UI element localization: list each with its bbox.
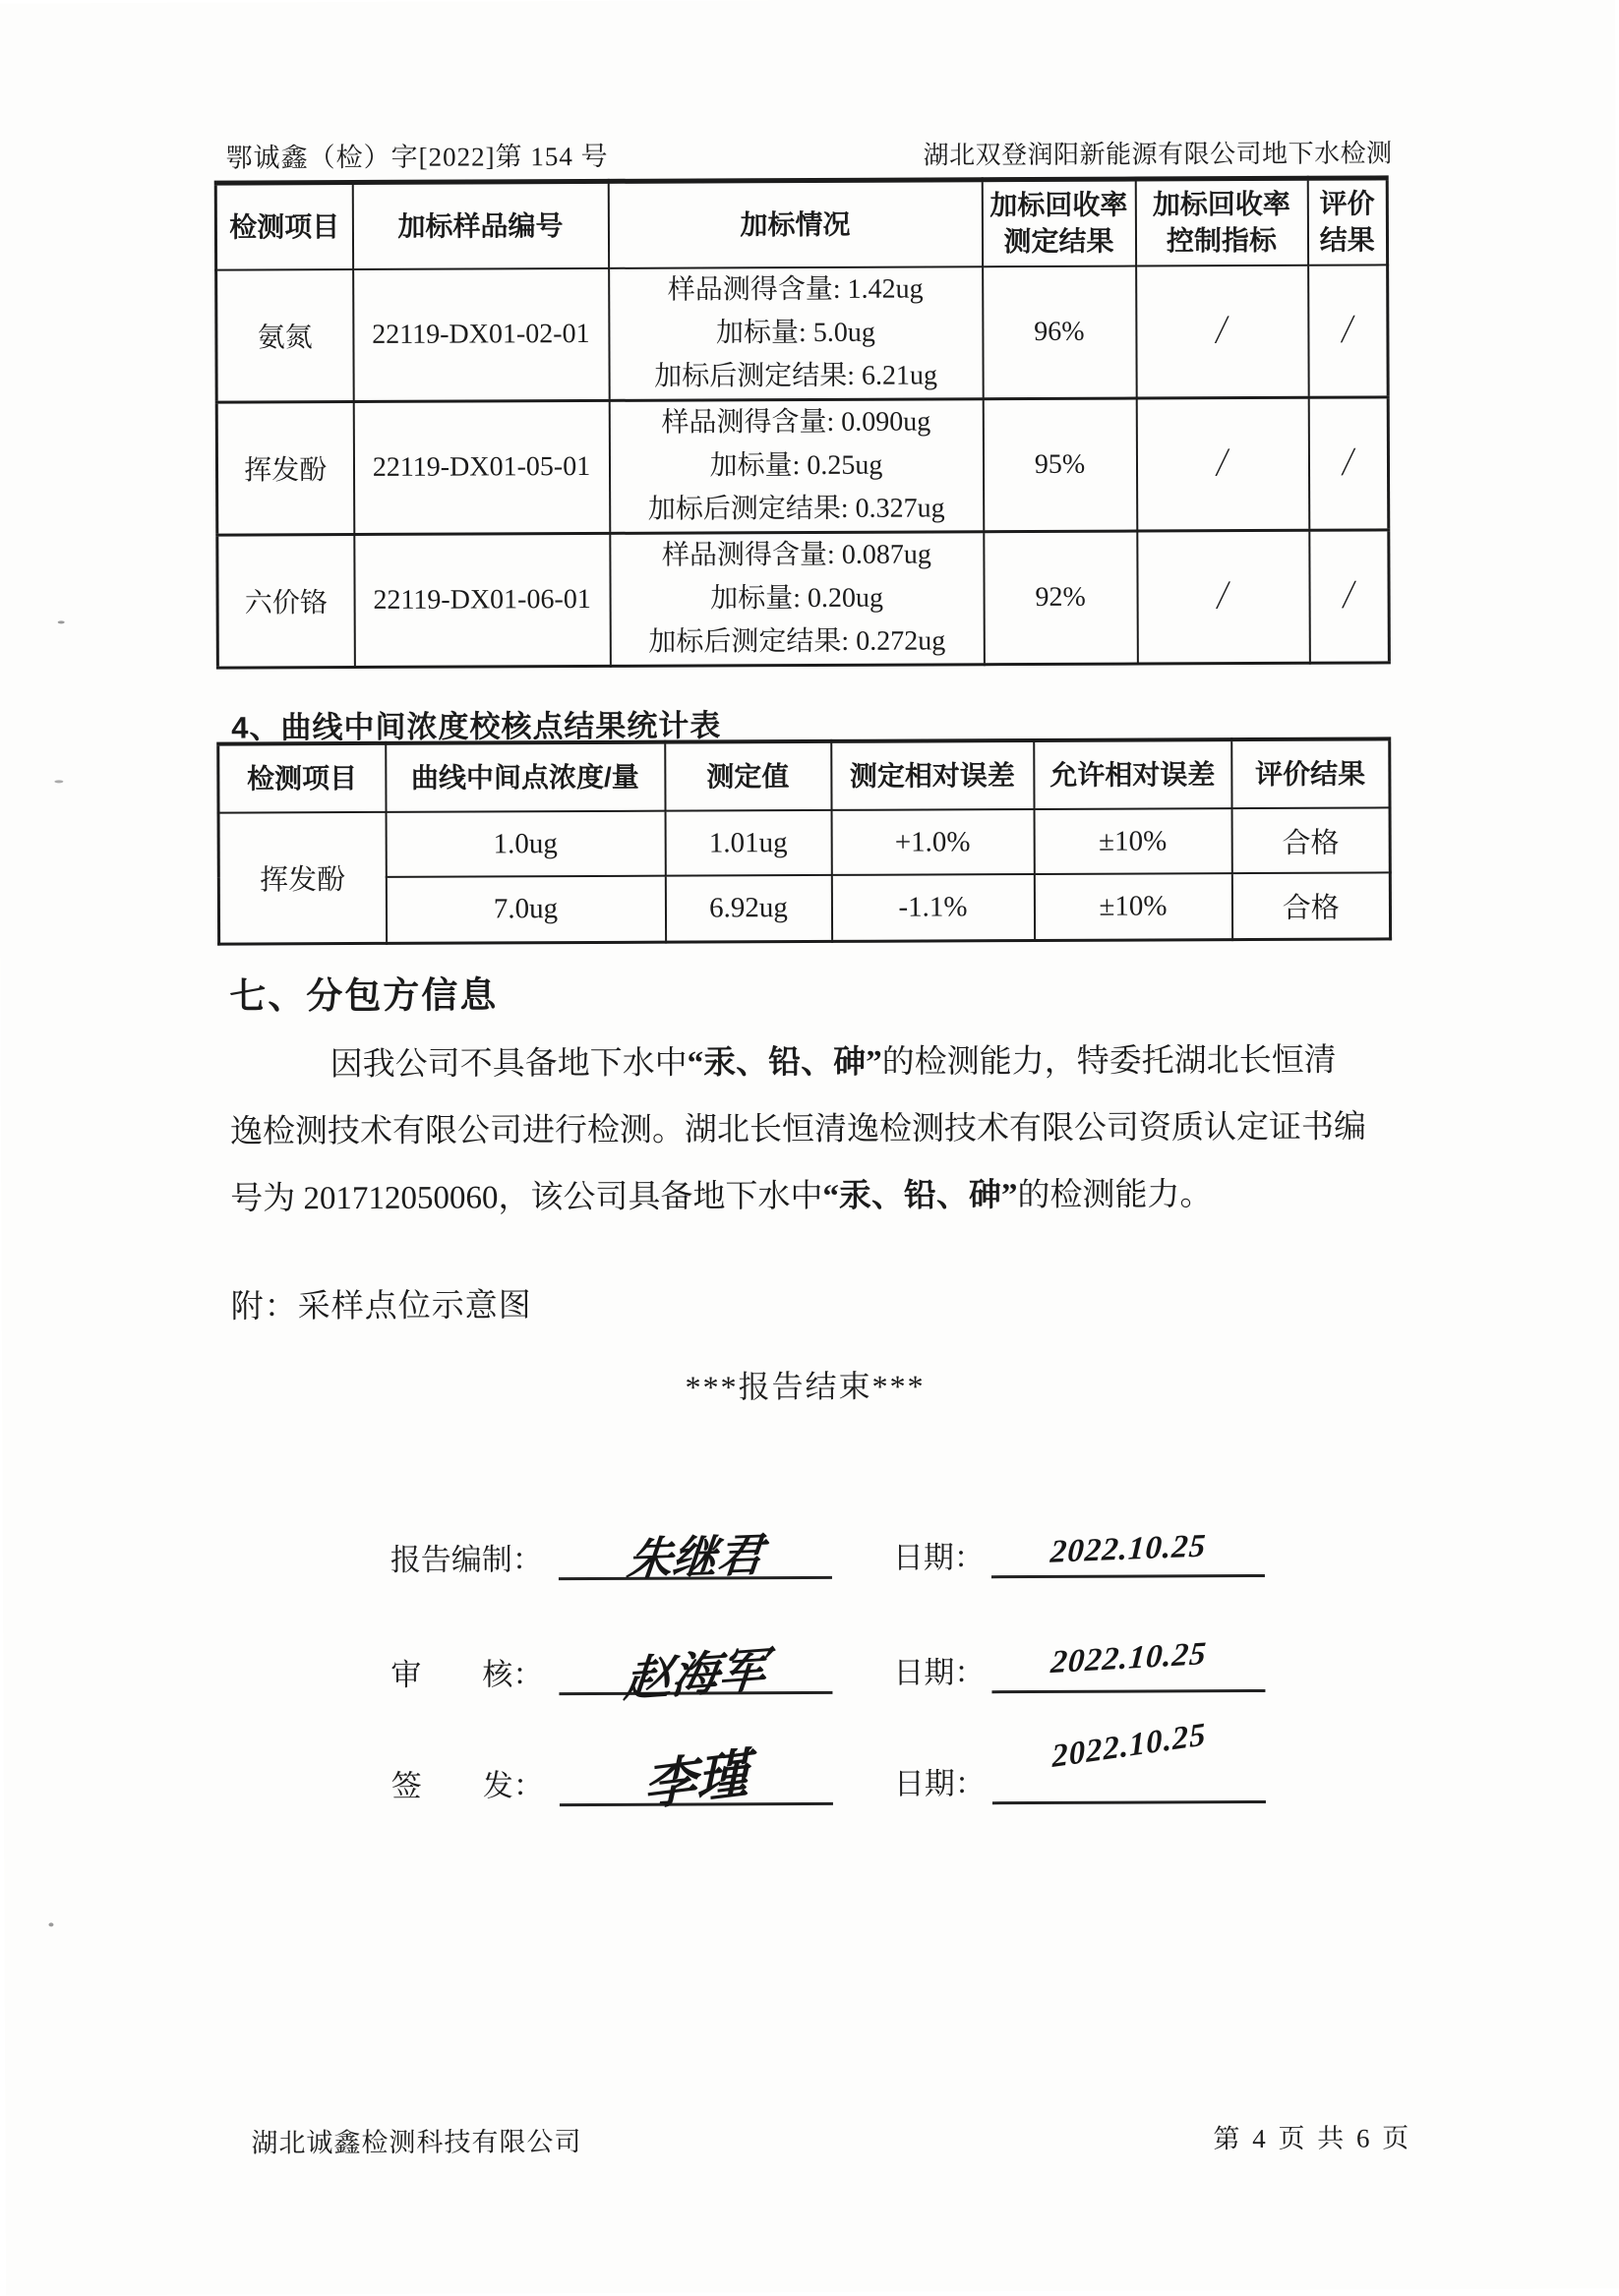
curve-check-table — [216, 736, 1392, 945]
document-number: 鄂诚鑫（检）字[2022]第 154 号 — [225, 141, 609, 173]
section-title-curve-check: 4、曲线中间浓度校核点结果统计表 — [231, 708, 722, 745]
cell-evaluation: 合格 — [1231, 872, 1390, 939]
preparer-signature: 朱继君 — [624, 1529, 765, 1586]
cell-recovery: 96% — [983, 265, 1137, 398]
cell-evaluation: / — [1308, 396, 1389, 529]
cell-relative-error: -1.1% — [831, 874, 1034, 941]
cell-recovery: 95% — [983, 398, 1137, 532]
paragraph-line: 因我公司不具备地下水中“汞、铅、砷”的检测能力，特委托湖北长恒清 — [330, 1042, 1337, 1084]
col-header-spike-detail: 加标情况 — [608, 180, 982, 268]
cell-measured: 1.01ug — [665, 810, 831, 876]
cell-sample-id: 22119-DX01-05-01 — [353, 400, 610, 534]
scan-speck — [54, 780, 63, 783]
col-header-mid-concentration: 曲线中间点浓度/量 — [386, 742, 665, 812]
table-row — [218, 872, 1390, 943]
preparer-date-line — [991, 1517, 1265, 1578]
col-header-sample-id: 加标样品编号 — [352, 181, 608, 268]
date-label: 日期： — [892, 1540, 985, 1575]
report-title-header: 湖北双登润阳新能源有限公司地下水检测 — [923, 139, 1393, 170]
cell-control: / — [1136, 397, 1309, 531]
cell-spike-detail: 样品测得含量: 0.087ug 加标量: 0.20ug 加标后测定结果: 0.272ug — [610, 531, 985, 666]
approver-date: 2022.10.25 — [1050, 1717, 1207, 1776]
cell-allowed-error: ±10% — [1034, 808, 1231, 874]
reviewer-signature: 赵海军 — [622, 1643, 769, 1708]
date-label: 日期： — [893, 1655, 986, 1690]
attachment-note: 附：采样点位示意图 — [230, 1288, 532, 1325]
col-header-recovery-result: 加标回收率 测定结果 — [982, 179, 1135, 266]
col-header-evaluation: 评价结果 — [1231, 738, 1390, 808]
cell-spike-detail: 样品测得含量: 1.42ug 加标量: 5.0ug 加标后测定结果: 6.21ug — [609, 266, 984, 400]
cell-evaluation: / — [1308, 265, 1389, 397]
scan-speck — [48, 1922, 53, 1926]
cell-sample-id: 22119-DX01-06-01 — [354, 533, 611, 667]
footer-company-name: 湖北诚鑫检测科技有限公司 — [251, 2127, 582, 2158]
cell-control: / — [1136, 265, 1309, 397]
cell-allowed-error: ±10% — [1034, 873, 1231, 940]
col-header-recovery-control: 加标回收率 控制指标 — [1135, 178, 1307, 265]
signature-row-preparer — [3, 1515, 1619, 1616]
subcontract-paragraph — [230, 1027, 1404, 1232]
cell-item: 挥发酚 — [218, 812, 387, 944]
reviewer-signature-line — [559, 1634, 832, 1708]
approver-date-line — [992, 1717, 1266, 1804]
table-row — [216, 265, 1389, 402]
cell-concentration: 7.0ug — [386, 876, 665, 943]
approver-label: 签 发： — [390, 1768, 544, 1803]
curve-table-header-row — [218, 738, 1390, 812]
col-header-evaluation: 评价 结果 — [1307, 178, 1387, 265]
cell-spike-detail: 样品测得含量: 0.090ug 加标量: 0.25ug 加标后测定结果: 0.327ug — [609, 398, 984, 533]
cell-control: / — [1137, 530, 1310, 664]
cell-relative-error: +1.0% — [831, 809, 1034, 875]
paragraph-line: 号为 201712050060，该公司具备地下水中“汞、铅、砷”的检测能力。 — [230, 1177, 1213, 1217]
scan-speck — [58, 620, 65, 623]
cell-sample-id: 22119-DX01-02-01 — [353, 267, 610, 401]
col-header-relative-error: 测定相对误差 — [831, 740, 1034, 810]
table-row — [218, 807, 1390, 877]
section-title-subcontract: 七、分包方信息 — [229, 974, 499, 1017]
spike-recovery-table — [214, 175, 1391, 669]
col-header-item: 检测项目 — [218, 743, 386, 813]
reviewer-label: 审 核： — [390, 1657, 544, 1692]
paragraph-line: 逸检测技术有限公司进行检测。湖北长恒清逸检测技术有限公司资质认定证书编 — [229, 1109, 1367, 1150]
cell-measured: 6.92ug — [665, 875, 831, 942]
table-row — [216, 396, 1389, 534]
col-header-measured: 测定值 — [665, 741, 831, 811]
cell-concentration: 1.0ug — [386, 811, 665, 877]
preparer-label: 报告编制： — [390, 1542, 543, 1577]
cell-evaluation: 合格 — [1231, 807, 1390, 873]
signature-row-approver — [4, 1717, 1619, 1842]
approver-signature: 李瑾 — [642, 1743, 750, 1817]
col-header-allowed-error: 允许相对误差 — [1034, 739, 1231, 809]
footer-page-number: 第 4 页 共 6 页 — [1213, 2123, 1412, 2154]
cell-recovery: 92% — [984, 531, 1138, 665]
report-end-marker: ***报告结束*** — [685, 1368, 926, 1405]
reviewer-date: 2022.10.25 — [1049, 1635, 1208, 1681]
cell-item: 氨氮 — [216, 269, 354, 402]
spike-table-header-row — [215, 178, 1387, 269]
cell-evaluation: / — [1309, 529, 1390, 662]
table-row — [217, 529, 1390, 667]
approver-signature-line — [560, 1743, 833, 1817]
signature-row-reviewer — [3, 1630, 1619, 1731]
preparer-signature-line — [559, 1519, 832, 1586]
col-header-item: 检测项目 — [215, 183, 352, 270]
cell-item: 挥发酚 — [216, 401, 354, 535]
preparer-date: 2022.10.25 — [1049, 1528, 1208, 1570]
cell-item: 六价铬 — [217, 534, 355, 668]
reviewer-date-line — [991, 1632, 1265, 1693]
date-label: 日期： — [893, 1766, 986, 1801]
